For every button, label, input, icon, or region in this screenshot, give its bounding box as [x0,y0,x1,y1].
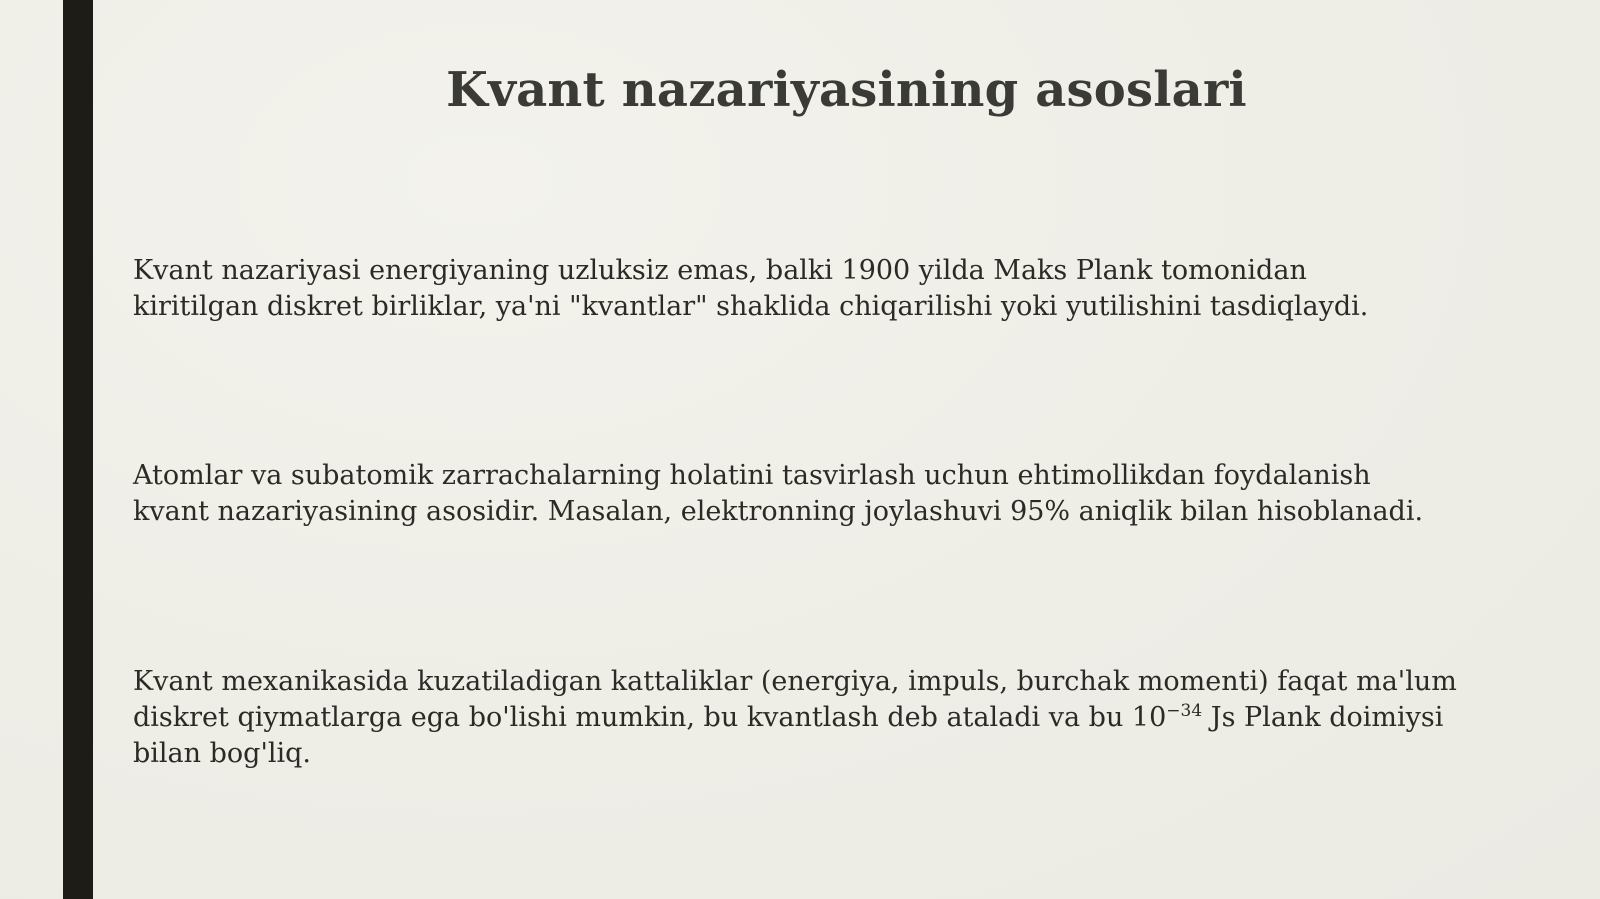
planck-exponent: −34 [1166,701,1203,721]
paragraph-probability [133,458,1533,530]
paragraph-line [133,700,1533,736]
text-segment: Js Plank doimiysi [1202,702,1444,733]
paragraph-line: kvant nazariyasining asosidir. Masalan, elektronning joylashuvi 95% aniqlik bilan hisoblanadi. [133,496,1424,527]
paragraph-line: bilan bog'liq. [133,738,312,769]
paragraph-line: kiritilgan diskret birliklar, ya'ni "kvantlar" shaklida chiqarilishi yoki yutilishini tasdiqlaydi. [133,291,1369,322]
text-segment: diskret qiymatlarga ega bo'lishi mumkin, bu kvantlash deb ataladi va bu 10 [133,702,1167,733]
paragraph-quantization [133,664,1533,772]
slide-title: Kvant nazariyasining asoslari [446,62,1247,118]
paragraph-line: Kvant mexanikasida kuzatiladigan kattaliklar (energiya, impuls, burchak momenti) faqat ma'lum [133,666,1457,697]
accent-bar [63,0,93,899]
paragraph-quantum-theory [133,253,1533,325]
paragraph-line: Atomlar va subatomik zarrachalarning holatini tasvirlash uchun ehtimollikdan foydalanish [133,460,1371,491]
paragraph-line: Kvant nazariyasi energiyaning uzluksiz emas, balki 1900 yilda Maks Plank tomonidan [133,255,1307,286]
